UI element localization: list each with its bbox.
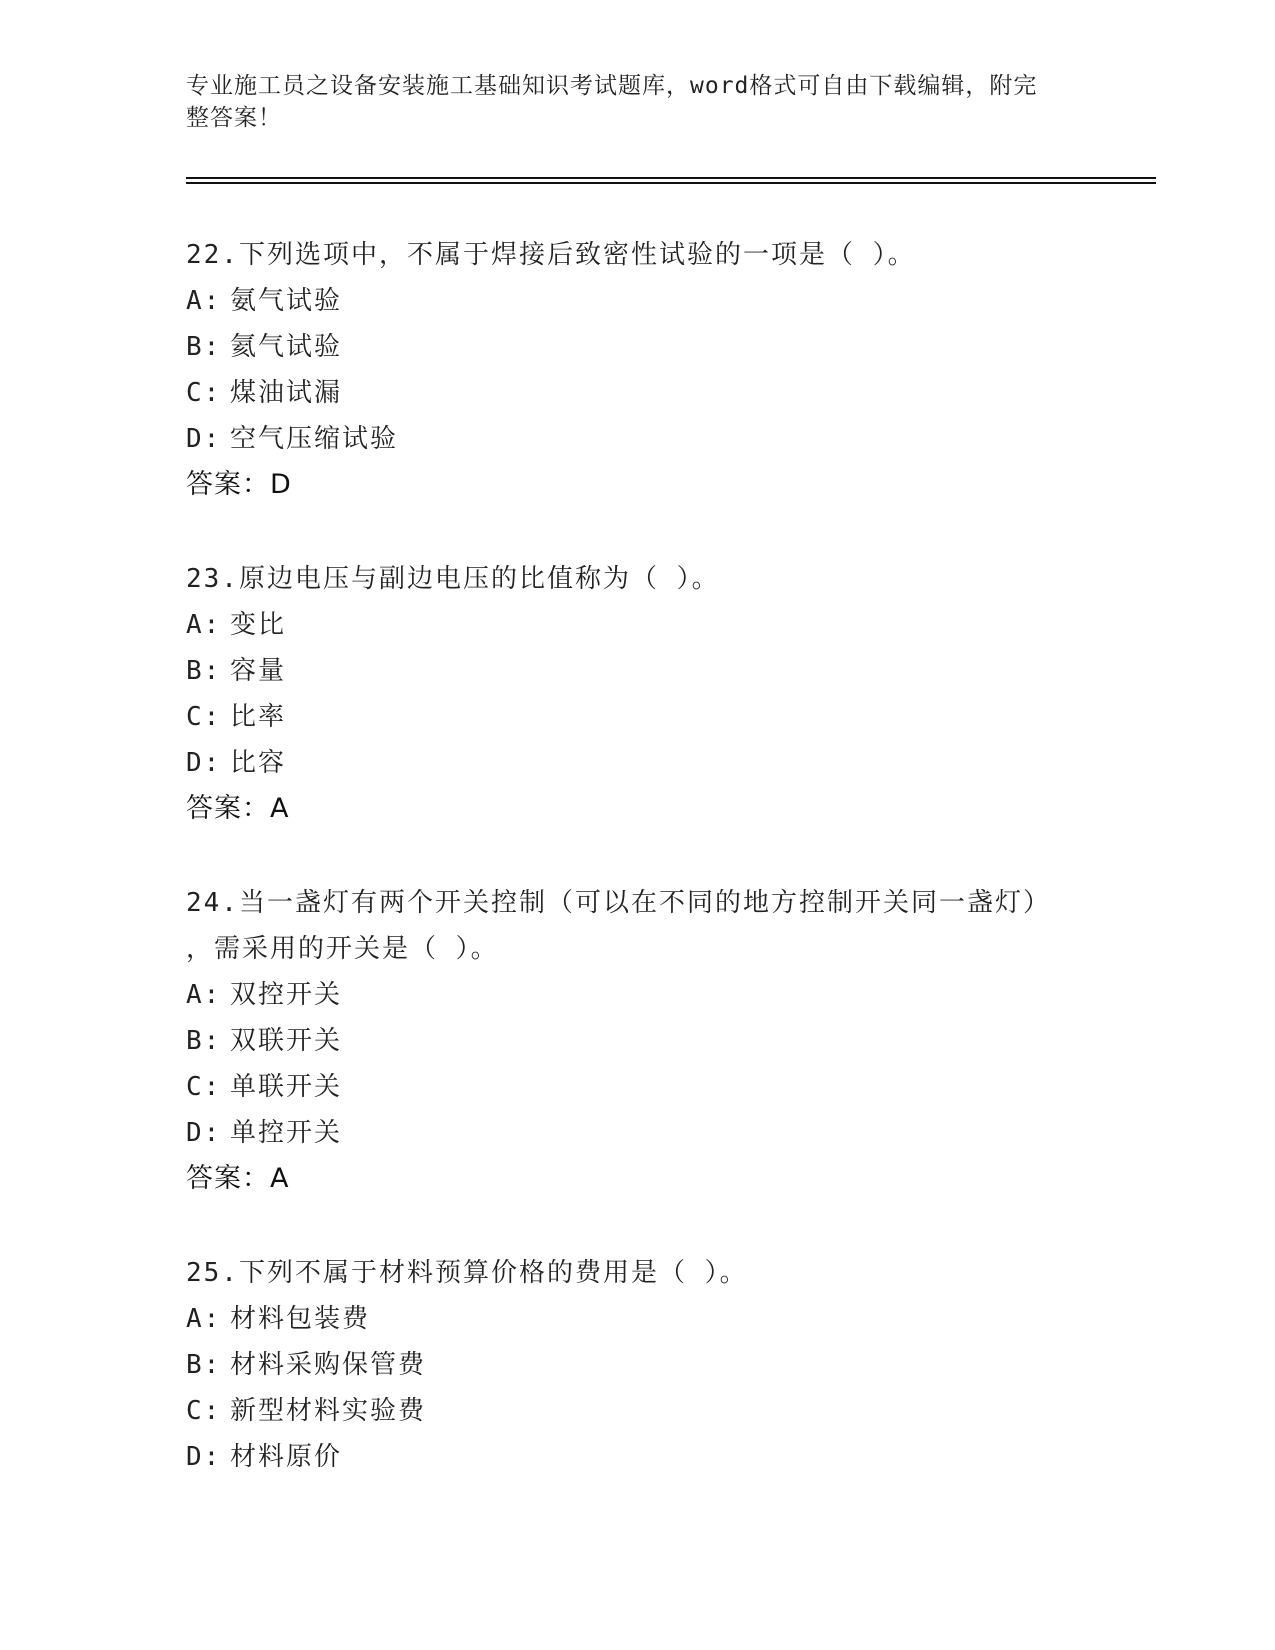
header-line-1: 专业施工员之设备安装施工基础知识考试题库，word格式可自由下载编辑，附完 [186,73,1038,99]
option-c [186,1064,1086,1110]
option-d [186,1110,1086,1156]
option-text: 单联开关 [230,1072,343,1102]
option-text: 氦气试验 [230,332,343,362]
option-key: B: [186,1350,222,1380]
option-text: 比率 [230,702,287,732]
option-c [186,1388,1086,1434]
header-divider-bottom [186,182,1156,184]
question-22 [186,232,1086,508]
option-text: 材料原价 [230,1442,343,1472]
option-text: 比容 [230,748,287,778]
question-text: 22.下列选项中，不属于焊接后致密性试验的一项是（ ）。 [186,240,916,270]
option-d [186,1434,1086,1480]
option-text: 单控开关 [230,1118,343,1148]
question-text-continued: ，需采用的开关是（ ）。 [186,934,499,964]
answer-line: 答案：D [186,469,292,500]
option-key: D: [186,1118,222,1148]
header-line-2: 整答案！ [186,105,282,131]
option-key: B: [186,332,222,362]
option-c [186,694,1086,740]
option-text: 氨气试验 [230,286,343,316]
option-b [186,648,1086,694]
question-text: 24.当一盏灯有两个开关控制（可以在不同的地方控制开关同一盏灯） [186,888,1051,918]
header-divider-top [186,177,1156,179]
question-24 [186,880,1086,1202]
option-text: 变比 [230,610,287,640]
option-key: A: [186,980,222,1010]
question-list [186,232,1086,1528]
option-text: 材料包装费 [230,1304,371,1334]
option-text: 煤油试漏 [230,378,343,408]
option-text: 空气压缩试验 [230,424,399,454]
option-text: 容量 [230,656,287,686]
answer-line: 答案：A [186,793,290,824]
option-key: A: [186,610,222,640]
option-key: C: [186,378,222,408]
question-text: 23.原边电压与副边电压的比值称为（ ）。 [186,564,720,594]
option-key: B: [186,656,222,686]
question-text: 25.下列不属于材料预算价格的费用是（ ）。 [186,1258,748,1288]
option-text: 双控开关 [230,980,343,1010]
option-d [186,416,1086,462]
option-key: C: [186,1396,222,1426]
option-key: D: [186,424,222,454]
option-text: 双联开关 [230,1026,343,1056]
option-text: 材料采购保管费 [230,1350,427,1380]
option-d [186,740,1086,786]
option-key: C: [186,702,222,732]
option-a [186,972,1086,1018]
option-key: B: [186,1026,222,1056]
question-23 [186,556,1086,832]
option-b [186,324,1086,370]
question-25 [186,1250,1086,1480]
document-header [186,70,1066,134]
option-a [186,278,1086,324]
option-key: D: [186,1442,222,1472]
option-a [186,1296,1086,1342]
answer-line: 答案：A [186,1163,290,1194]
option-key: D: [186,748,222,778]
option-b [186,1342,1086,1388]
option-text: 新型材料实验费 [230,1396,427,1426]
option-key: C: [186,1072,222,1102]
option-key: A: [186,1304,222,1334]
option-a [186,602,1086,648]
option-key: A: [186,286,222,316]
option-b [186,1018,1086,1064]
option-c [186,370,1086,416]
